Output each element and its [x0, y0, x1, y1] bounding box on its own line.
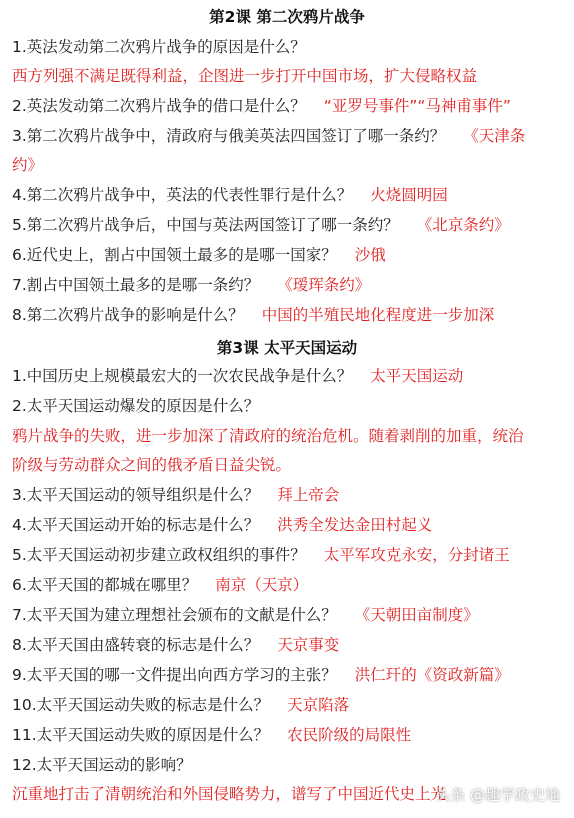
answer-text: 南京（天京） — [215, 576, 309, 594]
question-text: 1.英法发动第二次鸦片战争的原因是什么？ — [12, 38, 306, 56]
qa-line — [12, 245, 567, 265]
answer-text: 天京事变 — [277, 636, 340, 654]
answer-text: 沉重地打击了清朝统治和外国侵略势力，谱写了中国近代史上光 — [12, 785, 447, 803]
answer-text: 拜上帝会 — [277, 486, 340, 504]
question-text: 6.太平天国的都城在哪里？ — [12, 576, 198, 594]
answer-text: 鸦片战争的失败，进一步加深了清政府的统治危机。随着剥削的加重，统治 — [12, 427, 524, 445]
question-text: 8.太平天国由盛转衰的标志是什么？ — [12, 636, 260, 654]
lesson3-title: 第3课 太平天国运动 — [216, 339, 358, 357]
answer-text: 太平军攻克永安，分封诸王 — [323, 546, 510, 564]
question-text: 10.太平天国运动失败的标志是什么？ — [12, 696, 270, 714]
question-text: 2.英法发动第二次鸦片战争的借口是什么？ — [12, 97, 306, 115]
qa-line — [12, 126, 567, 146]
question-text: 3.太平天国运动的领导组织是什么？ — [12, 486, 260, 504]
answer-text: 洪秀全发达金田村起义 — [277, 516, 433, 534]
qa-line — [12, 695, 567, 715]
qa-line — [12, 755, 567, 775]
answer-text: 天京陷落 — [287, 696, 350, 714]
qa-line — [12, 605, 567, 625]
qa-line — [12, 426, 567, 446]
qa-line — [12, 275, 567, 295]
qa-line — [12, 155, 567, 175]
question-text: 3.第二次鸦片战争中，清政府与俄美英法四国签订了哪一条约？ — [12, 127, 446, 145]
answer-text: 沙俄 — [354, 246, 386, 264]
question-text: 8.第二次鸦片战争的影响是什么？ — [12, 306, 244, 324]
answer-text: 《北京条约》 — [416, 216, 510, 234]
lesson2-title: 第2课 第二次鸦片战争 — [209, 8, 365, 26]
question-text: 4.太平天国运动开始的标志是什么？ — [12, 516, 260, 534]
qa-line — [12, 725, 567, 745]
qa-line — [12, 455, 567, 475]
answer-text: 火烧圆明园 — [370, 186, 448, 204]
qa-line — [12, 185, 567, 205]
answer-text: 洪仁玕的《资政新篇》 — [354, 666, 510, 684]
answer-text: 农民阶级的局限性 — [287, 726, 412, 744]
qa-line — [12, 485, 567, 505]
answer-text: 太平天国运动 — [370, 367, 464, 385]
answer-text: “亚罗号事件”“马神甫事件” — [323, 97, 511, 115]
question-text: 4.第二次鸦片战争中，英法的代表性罪行是什么？ — [12, 186, 353, 204]
question-text: 7.割占中国领土最多的是哪一条约？ — [12, 276, 260, 294]
qa-line — [12, 215, 567, 235]
answer-text: 西方列强不满足既得利益，企图进一步打开中国市场，扩大侵略权益 — [12, 67, 478, 85]
answer-text: 《天津条 — [463, 127, 526, 145]
answer-text: 阶级与劳动群众之间的俄矛盾日益尖锐。 — [12, 456, 292, 474]
answer-text: 中国的半殖民地化程度进一步加深 — [261, 306, 495, 324]
question-text: 5.太平天国运动初步建立政权组织的事件？ — [12, 546, 306, 564]
qa-line — [12, 665, 567, 685]
qa-line — [12, 515, 567, 535]
question-text: 12.太平天国运动的影响？ — [12, 756, 192, 774]
qa-line — [12, 305, 567, 325]
question-text: 5.第二次鸦片战争后，中国与英法两国签订了哪一条约？ — [12, 216, 399, 234]
watermark: 头条 @趣学政史地 — [435, 786, 560, 804]
answer-text: 约》 — [12, 156, 44, 174]
question-text: 7.太平天国为建立理想社会颁布的文献是什么？ — [12, 606, 337, 624]
qa-line — [12, 96, 567, 116]
question-text: 9.太平天国的哪一文件提出向西方学习的主张？ — [12, 666, 337, 684]
question-text: 11.太平天国运动失败的原因是什么？ — [12, 726, 270, 744]
qa-line — [12, 545, 567, 565]
qa-line — [12, 37, 567, 57]
qa-line — [12, 366, 567, 386]
qa-line — [12, 635, 567, 655]
qa-line — [12, 66, 567, 86]
question-text: 1.中国历史上规模最宏大的一次农民战争是什么？ — [12, 367, 353, 385]
question-text: 6.近代史上，割占中国领土最多的是哪一国家？ — [12, 246, 337, 264]
answer-text: 《天朝田亩制度》 — [354, 606, 479, 624]
qa-line — [12, 575, 567, 595]
answer-text: 《瑷珲条约》 — [277, 276, 371, 294]
question-text: 2.太平天国运动爆发的原因是什么？ — [12, 397, 260, 415]
qa-line — [12, 396, 567, 416]
